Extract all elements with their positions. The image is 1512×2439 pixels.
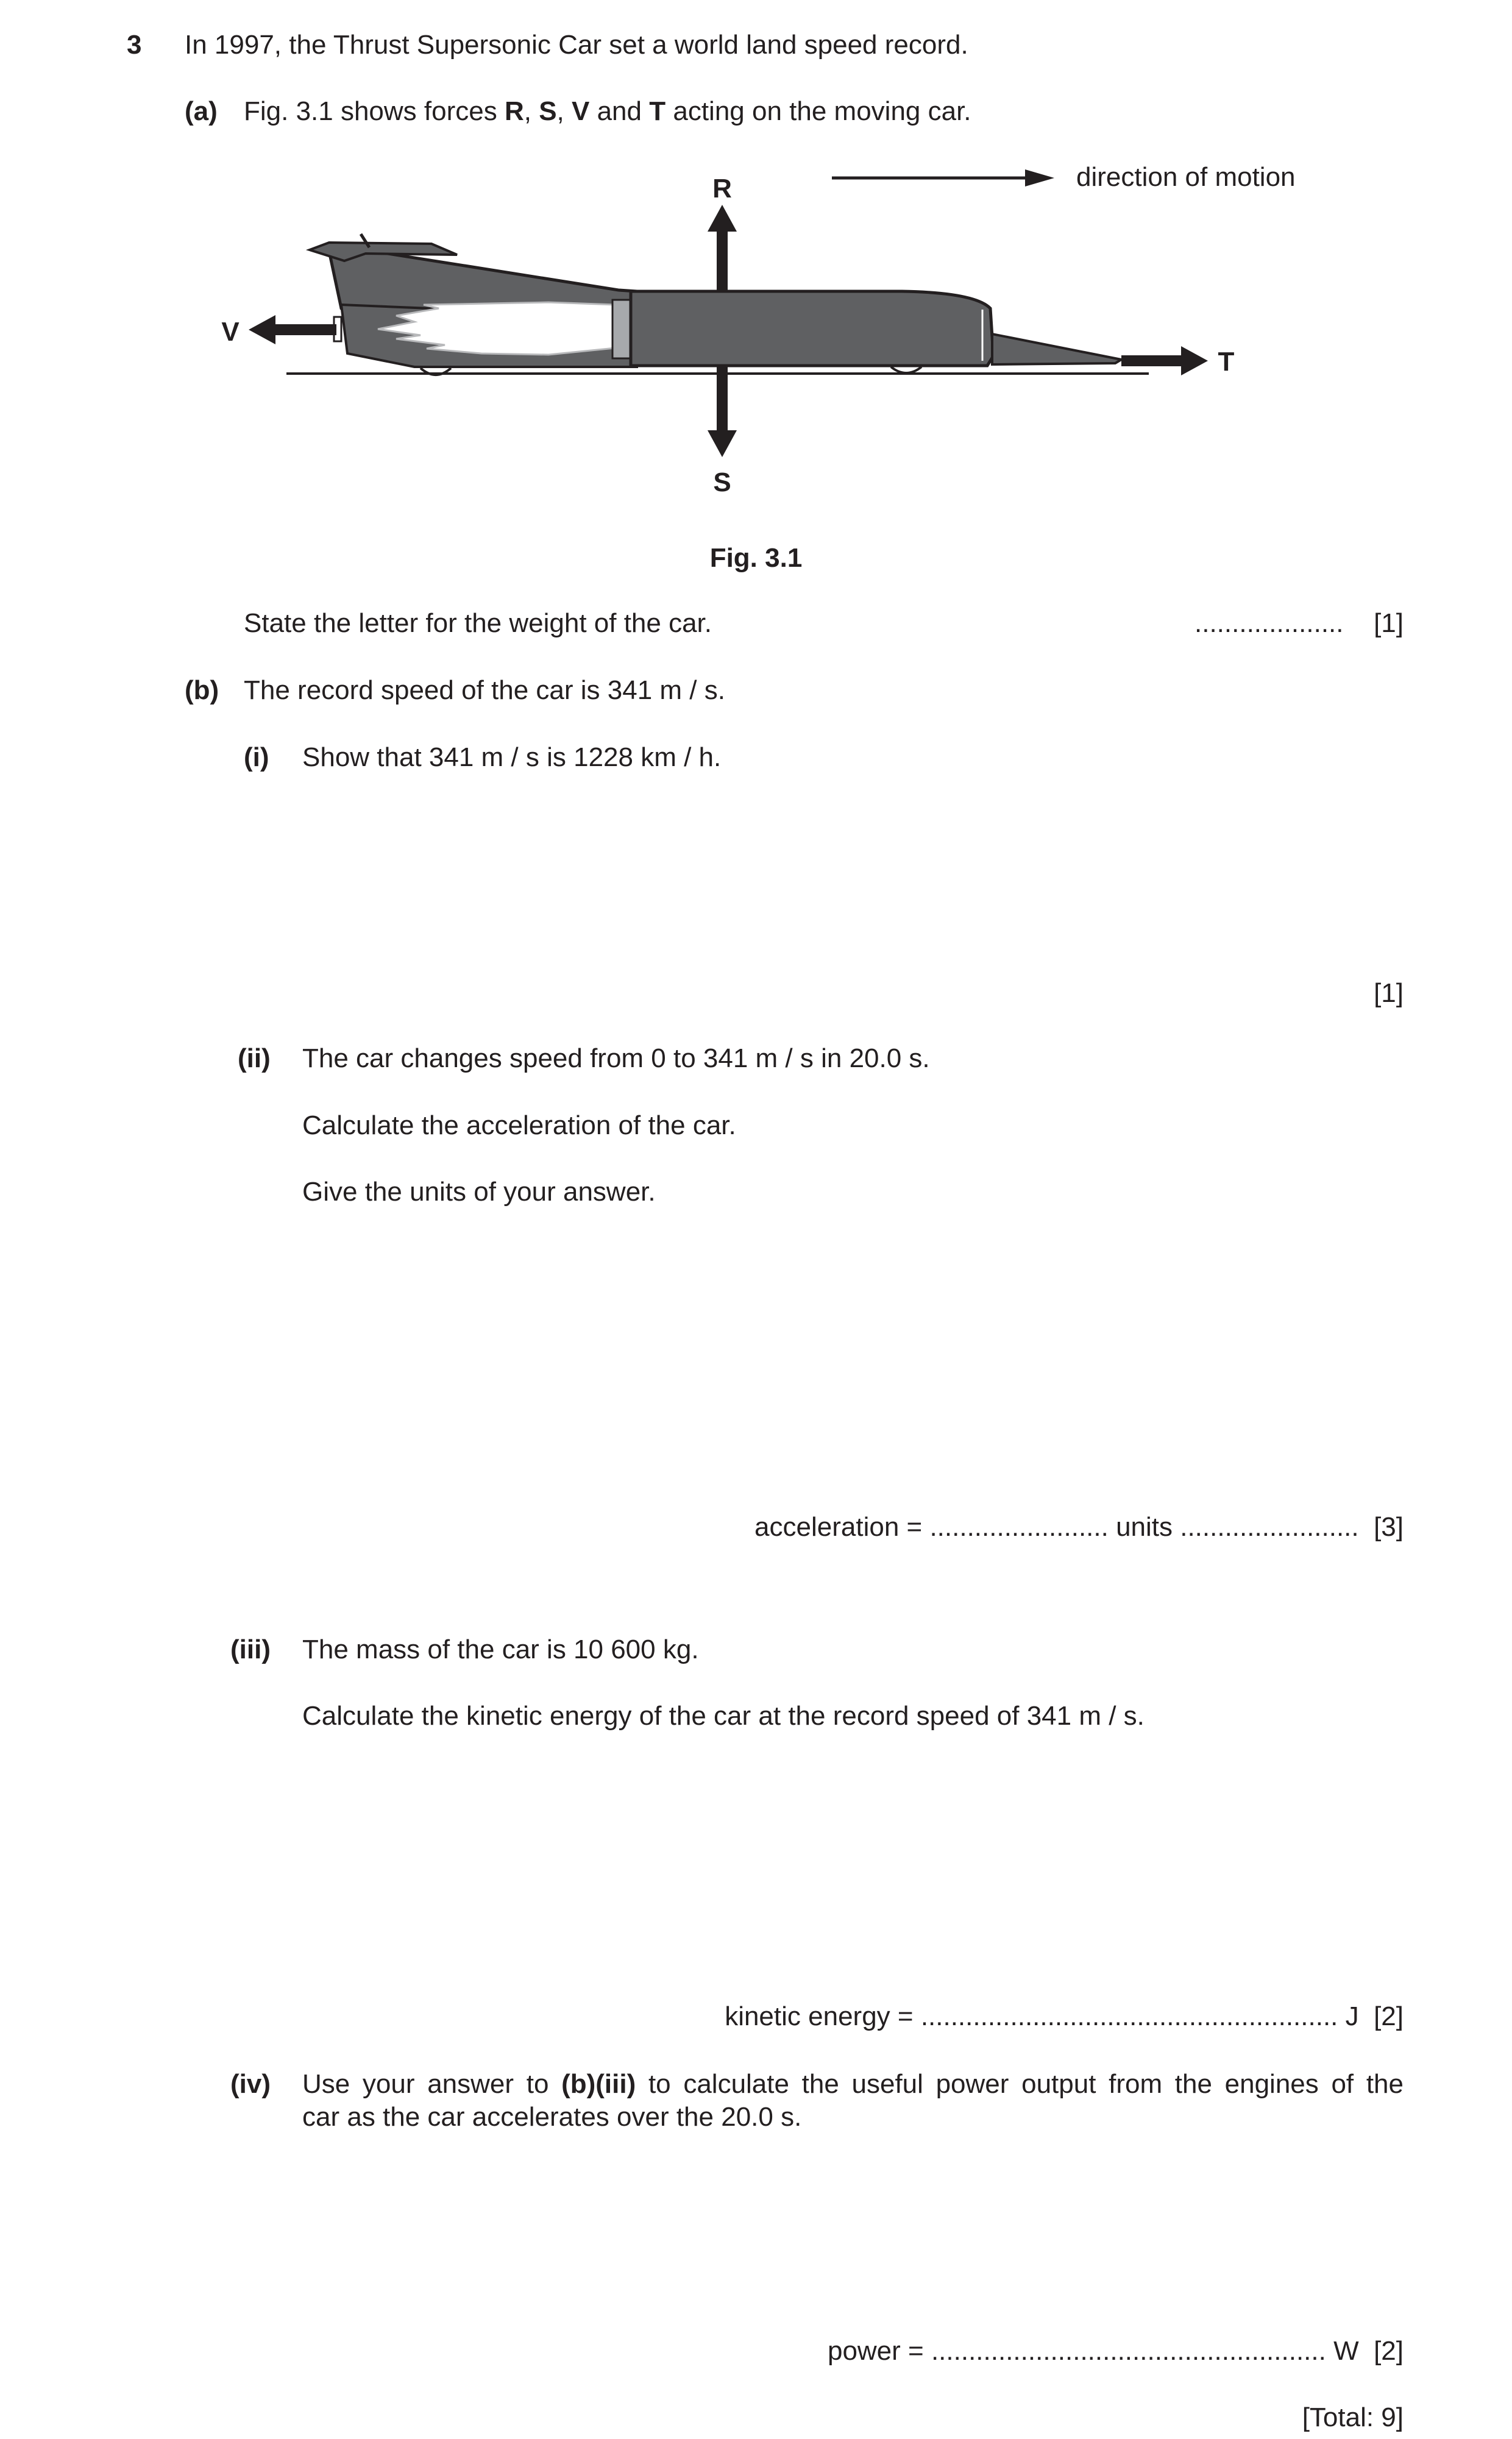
force-letter-t: T	[649, 96, 666, 126]
total-marks: [Total: 9]	[1302, 2402, 1404, 2432]
kinetic-energy-answer-row	[725, 2001, 1404, 2032]
part-biv-line1	[302, 2068, 1404, 2100]
comma: ,	[556, 96, 572, 126]
part-a-text	[244, 96, 971, 127]
part-bii-line1: The car changes speed from 0 to 341 m / s in 20.0 s.	[302, 1043, 930, 1073]
force-s-arrowhead	[708, 430, 737, 457]
power-answer-row	[828, 2335, 1404, 2367]
part-biv-line2: car as the car accelerates over the 20.0 s.	[302, 2102, 802, 2132]
part-a-marks: [1]	[1374, 608, 1404, 638]
part-b-label: (b)	[185, 675, 219, 705]
motion-arrow-head	[1025, 169, 1054, 186]
part-bi-text: Show that 341 m / s is 1228 km / h.	[302, 742, 722, 772]
units-label: units	[1108, 1512, 1180, 1542]
watt-unit: W	[1326, 2336, 1359, 2366]
part-bii-label: (ii)	[238, 1043, 271, 1073]
part-a-answer-line[interactable]: ....................	[1194, 608, 1344, 638]
part-biv-text-end: to calculate the useful power output from the engines of the	[636, 2069, 1404, 2099]
car-nose	[992, 334, 1121, 364]
part-a-question: State the letter for the weight of the car.	[244, 608, 712, 638]
force-t-label: T	[1218, 347, 1235, 377]
part-a-text-end: acting on the moving car.	[665, 96, 971, 126]
joule-unit: J	[1338, 2001, 1359, 2031]
acceleration-answer-row	[754, 1511, 1404, 1543]
part-bii-marks: [3]	[1374, 1512, 1404, 1542]
comma: ,	[524, 96, 539, 126]
part-biv-text-start: Use your answer to	[302, 2069, 562, 2099]
question-number: 3	[127, 30, 142, 60]
force-letter-r: R	[504, 96, 524, 126]
kinetic-energy-label: kinetic energy =	[725, 2001, 921, 2031]
part-bii-line2: Calculate the acceleration of the car.	[302, 1110, 736, 1140]
acceleration-label: acceleration =	[754, 1512, 930, 1542]
part-biii-line2: Calculate the kinetic energy of the car at the record speed of 341 m / s.	[302, 1701, 1145, 1731]
part-bi-label: (i)	[244, 742, 269, 772]
force-r-label: R	[712, 174, 732, 204]
figure-caption: Fig. 3.1	[709, 543, 803, 573]
front-wheel	[891, 367, 921, 373]
part-b-stem: The record speed of the car is 341 m / s.	[244, 675, 725, 705]
units-answer-line[interactable]: ........................	[1180, 1512, 1359, 1542]
part-bii-line3: Give the units of your answer.	[302, 1177, 656, 1207]
part-biv-marks: [2]	[1374, 2336, 1404, 2366]
force-s-label: S	[713, 467, 731, 497]
kinetic-energy-answer-line[interactable]: ........................................................	[920, 2001, 1338, 2031]
part-biii-line1: The mass of the car is 10 600 kg.	[302, 1635, 699, 1664]
motion-label: direction of motion	[1076, 162, 1296, 192]
power-label: power =	[827, 2336, 931, 2366]
and-word: and	[589, 96, 650, 126]
force-letter-v: V	[572, 96, 590, 126]
force-r-arrowhead	[708, 205, 737, 232]
engine-ring	[612, 300, 632, 358]
force-letter-s: S	[539, 96, 557, 126]
part-a-text-start: Fig. 3.1 shows forces	[244, 96, 505, 126]
part-biii-label: (iii)	[230, 1635, 271, 1664]
force-t-arrowhead	[1181, 346, 1208, 375]
part-a-label: (a)	[185, 96, 218, 126]
part-bi-marks: [1]	[1374, 978, 1404, 1008]
part-biv-label: (iv)	[230, 2069, 271, 2099]
force-diagram	[201, 146, 1359, 524]
force-v-arrowhead	[249, 315, 275, 344]
car-main-body	[631, 291, 993, 366]
force-v-label: V	[221, 317, 240, 347]
acceleration-answer-line[interactable]: ........................	[929, 1512, 1109, 1542]
power-answer-line[interactable]: .....................................................	[931, 2336, 1326, 2366]
part-biv-reference: (b)(iii)	[561, 2069, 636, 2099]
part-biii-marks: [2]	[1374, 2001, 1404, 2031]
question-intro: In 1997, the Thrust Supersonic Car set a world land speed record.	[185, 30, 968, 60]
